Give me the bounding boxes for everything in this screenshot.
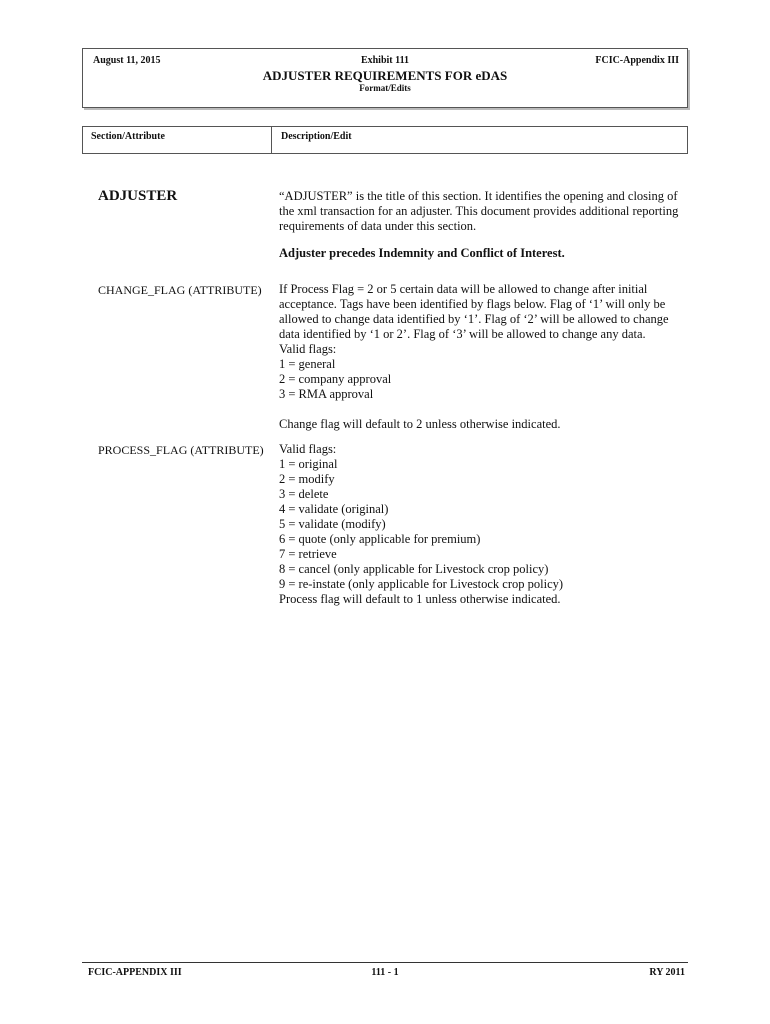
document-title: ADJUSTER REQUIREMENTS FOR eDAS xyxy=(262,68,508,83)
section-description xyxy=(279,189,689,261)
process-flag-default: Process flag will default to 1 unless otherwise indicated. xyxy=(279,592,561,606)
header-exhibit: Exhibit 111 xyxy=(360,55,410,66)
column-header-section: Section/Attribute xyxy=(91,131,165,142)
page-header xyxy=(82,48,688,108)
footer-rule xyxy=(82,962,688,963)
document-subtitle: Format/Edits xyxy=(359,83,411,93)
footer-year: RY 2011 xyxy=(649,967,685,978)
footer-appendix: FCIC-APPENDIX III xyxy=(88,967,182,978)
process-flag-description xyxy=(279,442,689,607)
column-header-description: Description/Edit xyxy=(281,131,352,142)
process-flag-item: 5 = validate (modify) xyxy=(279,517,386,531)
header-appendix: FCIC-Appendix III xyxy=(595,55,679,66)
process-flag-valid-label: Valid flags: xyxy=(279,442,337,456)
process-flag-item: 8 = cancel (only applicable for Livestock crop policy) xyxy=(279,562,549,576)
process-flag-item: 3 = delete xyxy=(279,487,329,501)
process-flag-item: 1 = original xyxy=(279,457,338,471)
attribute-label-change-flag: CHANGE_FLAG (ATTRIBUTE) xyxy=(98,283,262,297)
header-date: August 11, 2015 xyxy=(93,55,161,66)
column-divider xyxy=(271,127,272,153)
change-flag-item: 1 = general xyxy=(279,357,336,371)
change-flag-default: Change flag will default to 2 unless otherwise indicated. xyxy=(279,417,561,431)
footer-page-number: 111 - 1 xyxy=(371,967,399,978)
attribute-label-process-flag: PROCESS_FLAG (ATTRIBUTE) xyxy=(98,443,264,457)
section-heading: ADJUSTER xyxy=(98,188,178,204)
section-intro: “ADJUSTER” is the title of this section. It identifies the opening and closing of the xml transaction for an adjuster. This document provides additional reporting requirements of data under this section. xyxy=(279,189,679,233)
change-flag-valid-label: Valid flags: xyxy=(279,342,337,356)
change-flag-text: If Process Flag = 2 or 5 certain data will be allowed to change after initial acceptance. Tags have been identified by flags below. Flag of ‘1’ will only be allowed to change data identified by ‘1’. Flag of ‘2’ will be allowed to change data identified by ‘1 or 2’. Flag of ‘3’ will be allowed to change any data. xyxy=(279,282,669,341)
change-flag-item: 2 = company approval xyxy=(279,372,392,386)
process-flag-item: 4 = validate (original) xyxy=(279,502,389,516)
change-flag-item: 3 = RMA approval xyxy=(279,387,374,401)
process-flag-item: 7 = retrieve xyxy=(279,547,337,561)
process-flag-item: 9 = re-instate (only applicable for Livestock crop policy) xyxy=(279,577,564,591)
column-header-row xyxy=(82,126,688,154)
section-precedes: Adjuster precedes Indemnity and Conflict of Interest. xyxy=(279,246,565,260)
process-flag-item: 6 = quote (only applicable for premium) xyxy=(279,532,481,546)
process-flag-item: 2 = modify xyxy=(279,472,335,486)
change-flag-description xyxy=(279,282,689,432)
